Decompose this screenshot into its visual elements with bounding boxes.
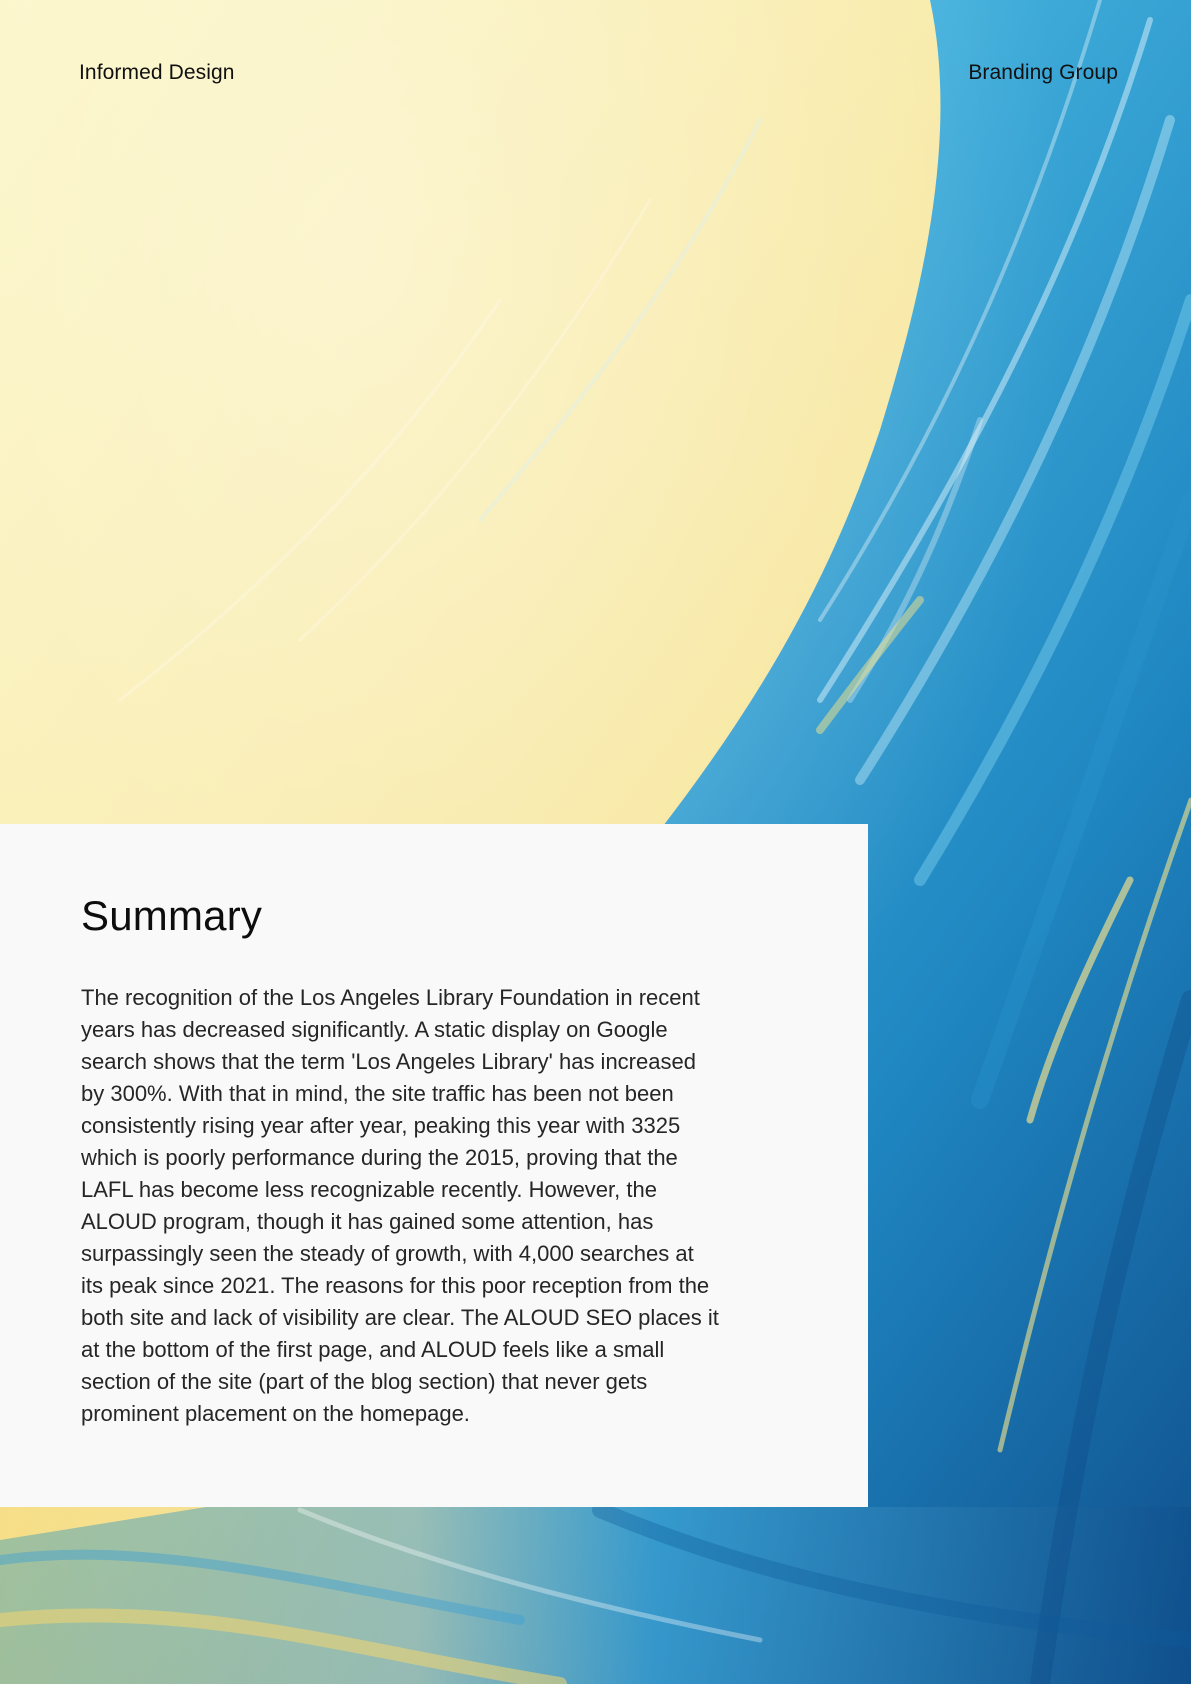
brand-name-informed-design: Informed Design — [79, 61, 235, 84]
summary-body-text: The recognition of the Los Angeles Library Foundation in recent years has decreased significantly. A static display on Google search shows that the term 'Los Angeles Library' has increased by 300%. With that in mind, the site traffic has been not been consistently rising year after year, peaking this year with 3325 which is poorly performance during the 2015, proving that the LAFL has become less recognizable recently. However, the ALOUD program, though it has gained some attention, has surpassingly seen the steady of growth, with 4,000 searches at its peak since 2021. The reasons for this poor reception from the both site and lack of visibility are clear. The ALOUD SEO places it at the bottom of the first page, and ALOUD feels like a small section of the site (part of the blog section) that never gets prominent placement on the homepage. — [81, 985, 719, 1426]
summary-title: Summary — [81, 892, 263, 939]
brand-name-branding-group: Branding Group — [968, 61, 1118, 84]
summary-card — [0, 824, 868, 1507]
